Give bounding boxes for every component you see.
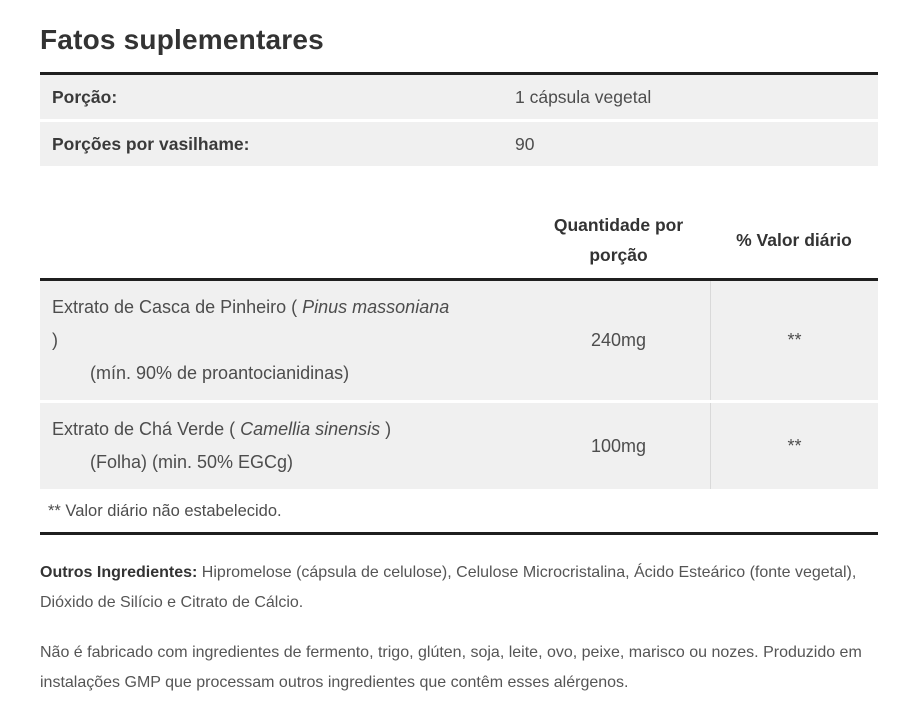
ingredient-name [52,291,452,357]
nutrient-table-body [40,281,878,489]
serving-size-value: 1 cápsula vegetal [515,86,652,107]
ingredient-amount: 240mg [590,330,647,350]
ingredient-name-cell [40,281,527,400]
ingredient-daily-value: ** [710,281,878,400]
ingredient-latin-name: Pinus massoniana [302,297,450,317]
servings-per-container-row [40,122,878,166]
amount-per-serving-header: Quantidade por porção [553,215,684,265]
page-title: Fatos suplementares [40,24,324,55]
serving-size-label: Porção: [52,86,118,107]
nutrient-table-header [40,202,878,281]
ingredient-name-text: Extrato de Chá Verde ( [52,419,241,439]
daily-value-footnote: ** Valor diário não estabelecido. [40,489,878,535]
servings-per-container-label: Porções por vasilhame: [52,133,250,154]
other-ingredients-paragraph [40,558,878,618]
ingredient-name-close: ) [52,330,58,350]
ingredient-daily-value: ** [710,403,878,489]
servings-per-container-value: 90 [515,133,535,154]
nutrient-table [40,202,878,535]
ingredient-name-close: ) [380,419,392,439]
table-row [40,403,878,489]
other-ingredients-label: Outros Ingredientes: [40,564,198,581]
daily-value-header: % Valor diário [736,229,852,250]
ingredient-amount: 100mg [590,435,647,456]
serving-info-table [40,72,878,166]
ingredient-latin-name: Camellia sinensis [240,419,381,439]
other-ingredients-text: Hipromelose (cápsula de celulose), Celulose Microcristalina, Ácido Esteárico (fonte vegetal), Dióxido de Silício e Citrato de Cálcio. [40,564,857,611]
serving-size-row [40,75,878,119]
ingredient-name-cell [40,403,527,489]
table-row [40,281,878,400]
ingredient-standardization: (Folha) (min. 50% EGCg) [90,452,294,472]
ingredient-name-text: Extrato de Casca de Pinheiro ( [52,297,303,317]
allergen-statement: Não é fabricado com ingredientes de fermento, trigo, glúten, soja, leite, ovo, peixe, marisco ou nozes. Produzido em instalações GMP que processam outros ingredientes que contêm esses alérgenos. [40,644,862,691]
ingredient-name [52,413,452,446]
ingredient-standardization: (mín. 90% de proantocianidinas) [90,363,350,383]
